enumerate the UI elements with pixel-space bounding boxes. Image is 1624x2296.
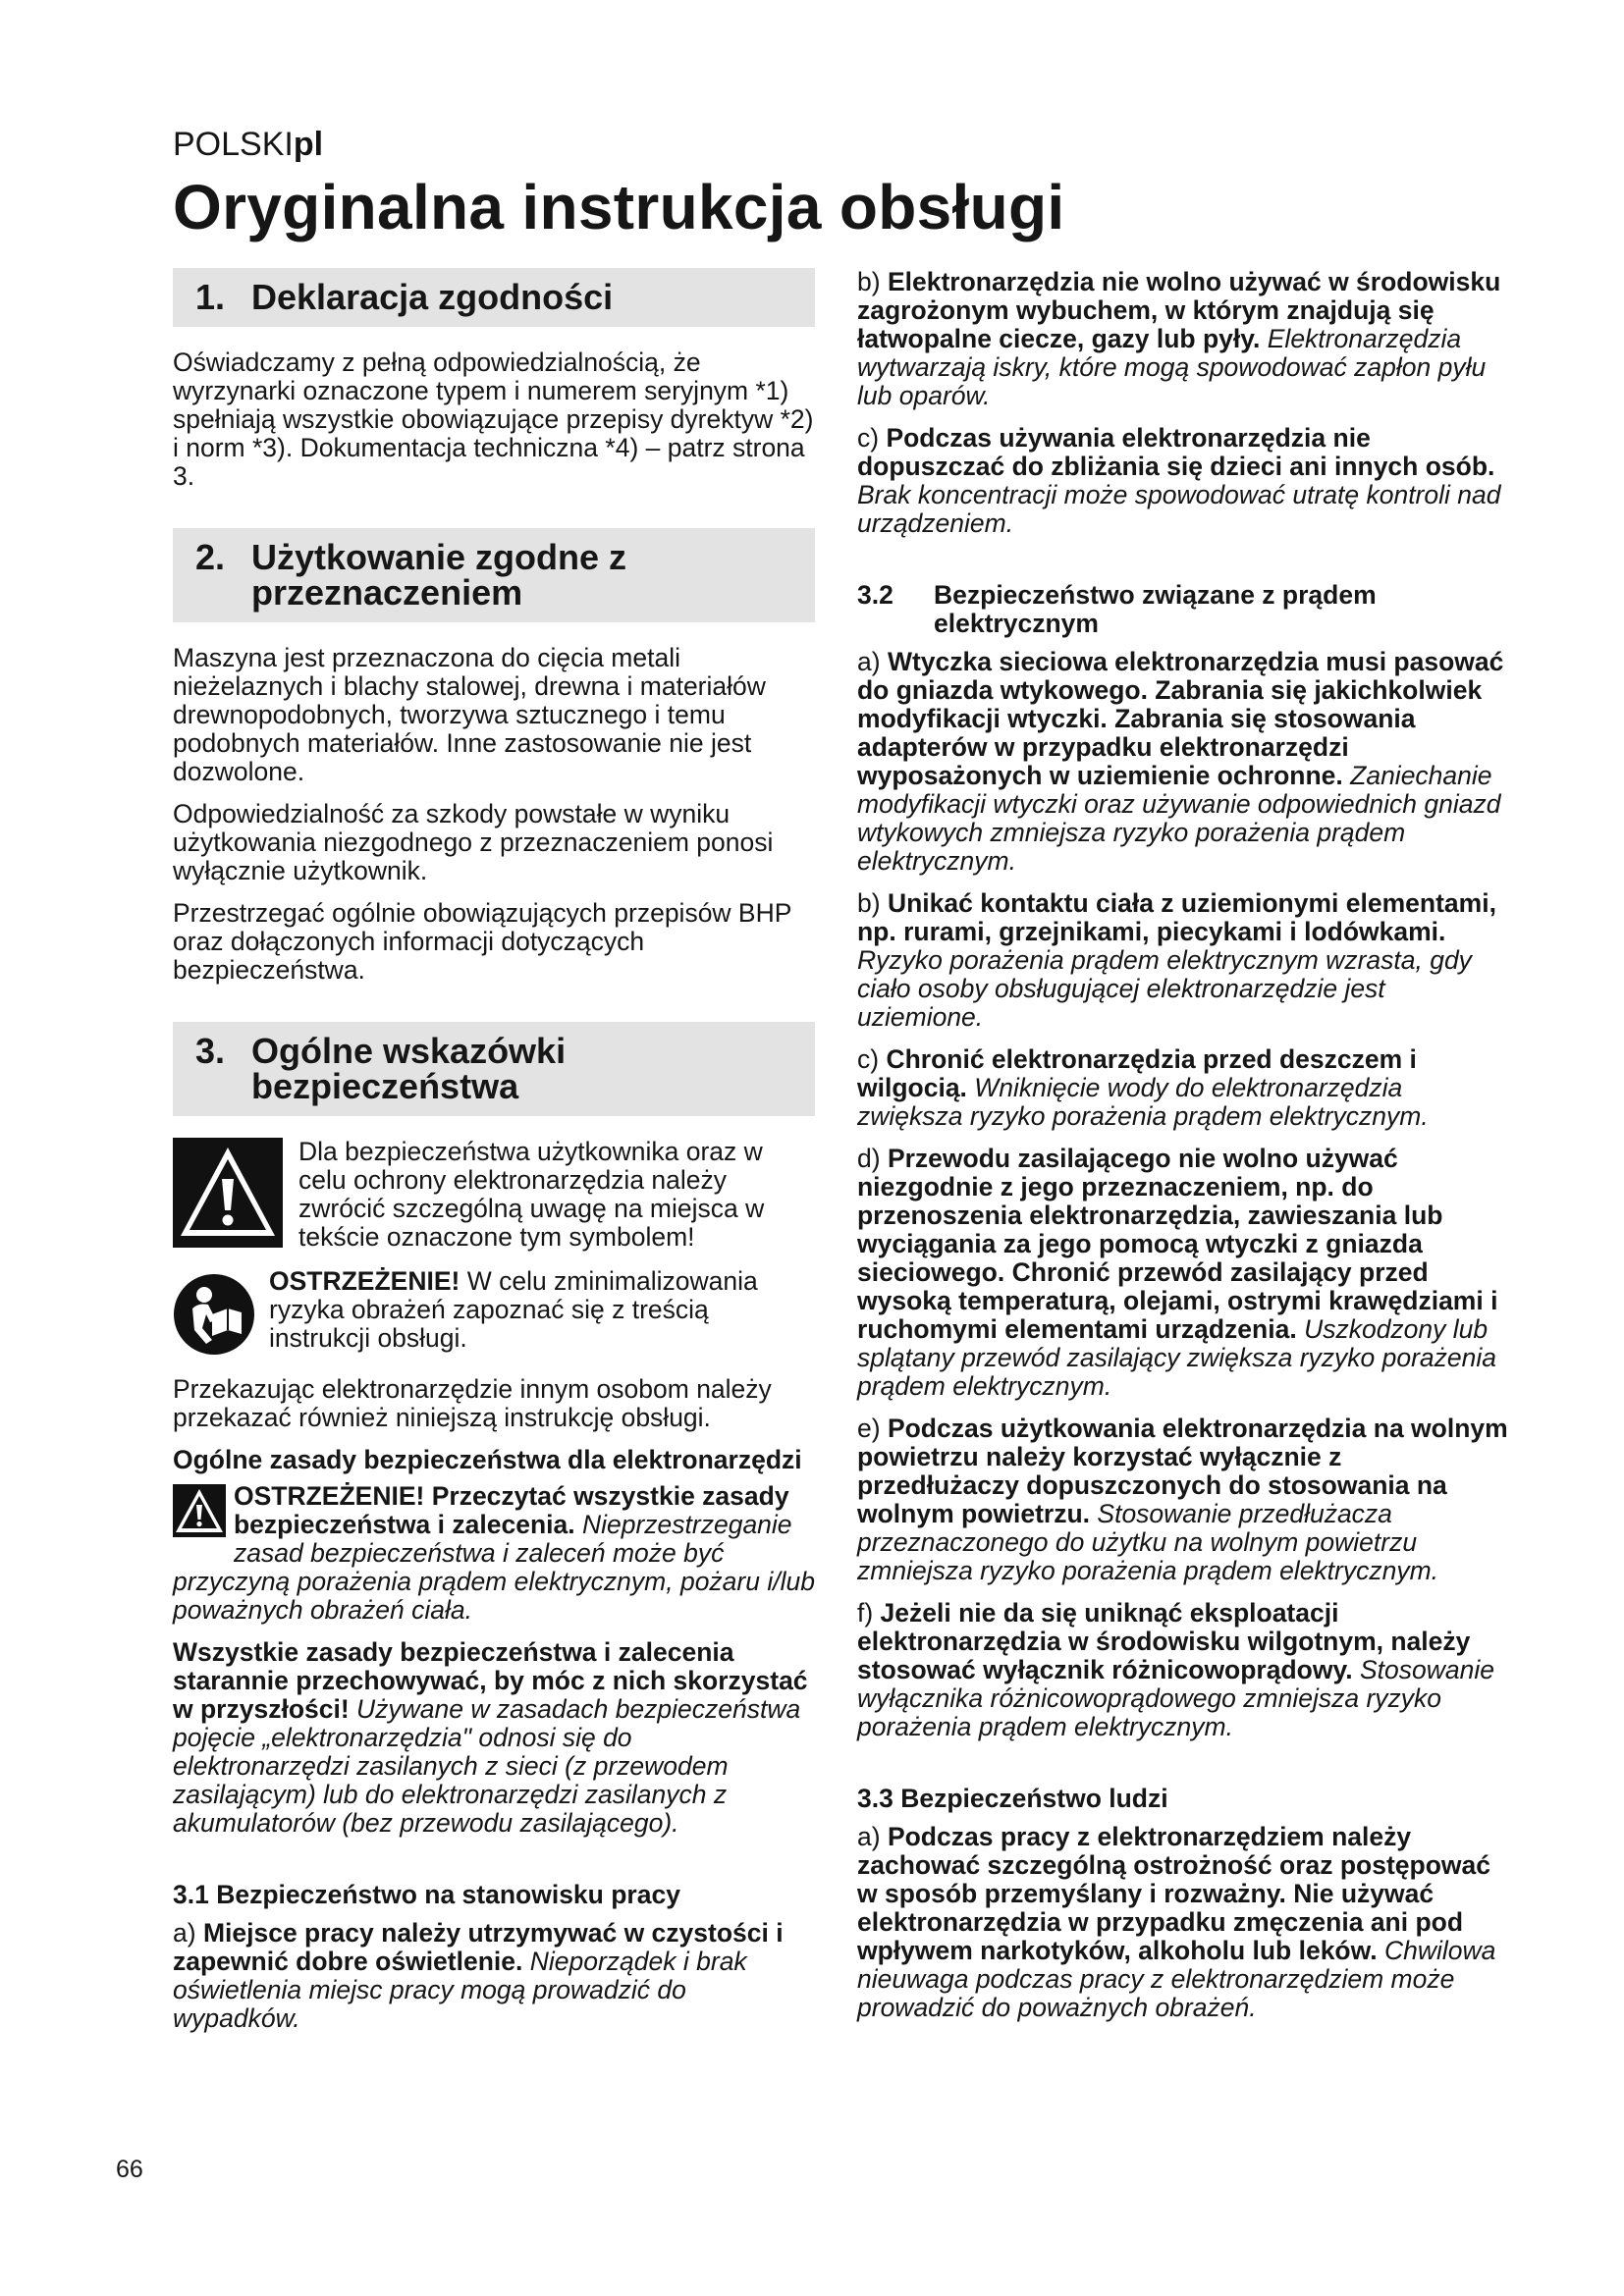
section-1-number: 1. <box>195 277 226 317</box>
s31-c-italic: Brak koncentracji może spowodować utratę kontroli nad urządzeniem. <box>857 480 1501 538</box>
s32-b-italic: Ryzyko porażenia prądem elektrycznym wzrasta, gdy ciało osoby obsługującej elektronarzędzie jest uziemione. <box>857 945 1472 1032</box>
s32-item-d <box>857 1145 1510 1401</box>
s32-b-bold: Unikać kontaktu ciała z uziemionymi elementami, np. rurami, grzejnikami, piecykami i lodówkami. <box>857 888 1496 946</box>
warning-triangle-icon <box>173 1138 283 1254</box>
s32-c-italic: Wniknięcie wody do elektronarzędzia zwiększa ryzyko porażenia prądem elektrycznym. <box>857 1073 1429 1131</box>
section-3-heading <box>173 1022 815 1116</box>
section-1-heading <box>173 268 815 327</box>
s32-c-bold: Chronić elektronarzędzia przed deszczem i wilgocią. <box>857 1044 1417 1102</box>
left-column <box>173 268 815 2047</box>
section-3-2-number: 3.2 <box>857 580 893 610</box>
section-2-title: Użytkowanie zgodne z przeznaczeniem <box>251 537 627 613</box>
section-3-2-title: Bezpieczeństwo związane z prądem elektrycznym <box>934 580 1377 638</box>
s32-item-c <box>857 1045 1510 1131</box>
symbol-explanation <box>173 1138 815 1254</box>
s32-d-italic: Uszkodzony lub splątany przewód zasilający zwiększa ryzyko porażenia prądem elektrycznym. <box>857 1314 1497 1401</box>
page-title: Oryginalna instrukcja obsługi <box>173 172 1065 242</box>
section-3-3-title: 3.3 Bezpieczeństwo ludzi <box>857 1784 1168 1813</box>
s32-item-a <box>857 648 1510 876</box>
page-number: 66 <box>116 2156 143 2183</box>
language-code: pl <box>293 126 324 163</box>
s32-f-label: f) <box>857 1598 874 1628</box>
s32-f-bold: Jeżeli nie da się uniknąć eksploatacji elektronarzędzia w środowisku wilgotnym, należy stosować wyłącznik różnicowoprądowy. <box>857 1598 1471 1684</box>
safety-regulations-text: Przestrzegać ogólnie obowiązujących przepisów BHP oraz dołączonych informacji dotyczących bezpieczeństwa. <box>173 898 791 985</box>
s32-item-f <box>857 1599 1510 1741</box>
language-label <box>173 126 323 164</box>
s33-a-bold: Podczas pracy z elektronarzędziem należy zachować szczególną ostrożność oraz postępować w sposób przemyślany i rozważny. Nie używać elektronarzędzia w przypadku zmęczenia ani pod wpływem narkotyków, alkoholu lub leków. <box>857 1822 1490 1965</box>
s32-a-label: a) <box>857 647 881 676</box>
keep-instructions-bold: Wszystkie zasady bezpieczeństwa i zalecenia starannie przechowywać, by móc z nich skorzystać w przyszłości! <box>173 1637 808 1724</box>
s32-a-italic: Zaniechanie modyfikacji wtyczki oraz używanie odpowiednich gniazd wtykowych zmniejsza ryzyko porażenia prądem elektrycznym. <box>857 761 1501 876</box>
s32-item-e <box>857 1415 1510 1585</box>
s31-b-label: b) <box>857 267 881 296</box>
keep-instructions-italic: Używane w zasadach bezpieczeństwa pojęcie „elektronarzędzia" odnosi się do elektronarzędzi zasilanych z sieci (z przewodem zasilającym) lub do elektronarzędzi zasilanych z akumulatorów (bez przewodu zasilającego). <box>173 1694 801 1838</box>
warning-triangle-small-icon <box>173 1484 226 1543</box>
keep-instructions <box>173 1638 815 1838</box>
s32-e-italic: Stosowanie przedłużacza przeznaczonego do użytku na wolnym powietrzu zmniejsza ryzyko porażenia prądem elektrycznym. <box>857 1499 1439 1585</box>
s31-a-bold: Miejsce pracy należy utrzymywać w czystości i zapewnić dobre oświetlenie. <box>173 1918 784 1976</box>
section-2-heading <box>173 528 815 622</box>
declaration-text: Oświadczamy z pełną odpowiedzialnością, że wyrzynarki oznaczone typem i numerem seryjnym *1) spełniają wszystkie obowiązujące przepisy dyrektyw *2) i norm *3). Dokumentacja techniczna *4) – patrz strona 3. <box>173 347 814 491</box>
language-name: POLSKI <box>173 126 294 163</box>
handover-text: Przekazując elektronarzędzie innym osobom należy przekazać również niniejszą instrukcję obsługi. <box>173 1374 772 1432</box>
s32-item-b <box>857 889 1510 1032</box>
s33-a-italic: Chwilowa nieuwaga podczas pracy z elektronarzędziem może prowadzić do poważnych obrażeń. <box>857 1936 1496 2022</box>
manual-warning-text: W celu zminimalizowania ryzyka obrażeń zapoznać się z treścią instrukcji obsługi. <box>269 1266 758 1353</box>
read-manual-icon <box>173 1273 255 1362</box>
s31-item-b <box>857 268 1510 410</box>
liability-text: Odpowiedzialność za szkody powstałe w wyniku użytkowania niezgodnego z przeznaczeniem ponosi wyłącznie użytkownik. <box>173 799 774 885</box>
section-1-title: Deklaracja zgodności <box>251 277 614 317</box>
read-all-warning-italic: Nieprzestrzeganie zasad bezpieczeństwa i zaleceń może być przyczyną porażenia prądem elektrycznym, pożaru i/lub poważnych obrażeń ciała. <box>173 1510 815 1625</box>
s32-d-label: d) <box>857 1144 881 1173</box>
s33-a-label: a) <box>857 1822 881 1851</box>
s32-e-bold: Podczas użytkowania elektronarzędzia na wolnym powietrzu należy korzystać wyłącznie z przedłużaczy dopuszczonych do stosowania na wolnym powietrzu. <box>857 1414 1508 1528</box>
s31-item-c <box>857 424 1510 538</box>
read-manual-warning <box>173 1267 815 1362</box>
s32-d-bold: Przewodu zasilającego nie wolno używać niezgodnie z jego przeznaczeniem, np. do przenoszenia elektronarzędzia, zawieszania lub wyciągania za jego pomocą wtyczki z gniazda sieciowego. Chronić przewód zasilający przed wysoką temperaturą, olejami, ostrymi krawędziami i ruchomymi elementami urządzenia. <box>857 1144 1498 1344</box>
s32-c-label: c) <box>857 1044 880 1074</box>
s33-item-a <box>857 1823 1510 2022</box>
s32-a-bold: Wtyczka sieciowa elektronarzędzia musi pasować do gniazda wtykowego. Zabrania się jakichkolwiek modyfikacji wtyczki. Zabrania się stosowania adapterów w przypadku elektronarzędzi wyposażonych w uziemienie ochronne. <box>857 647 1504 790</box>
s31-a-label: a) <box>173 1918 196 1948</box>
s32-b-label: b) <box>857 888 881 918</box>
section-3-1-title: 3.1 Bezpieczeństwo na stanowisku pracy <box>173 1880 680 1909</box>
s31-b-italic: Elektronarzędzia wytwarzają iskry, które mogą spowodować zapłon pyłu lub oparów. <box>857 324 1487 410</box>
general-rules-title: Ogólne zasady bezpieczeństwa dla elektronarzędzi <box>173 1445 802 1474</box>
s31-c-label: c) <box>857 423 880 453</box>
s32-e-label: e) <box>857 1414 881 1443</box>
s32-f-italic: Stosowanie wyłącznika różnicowoprądowego zmniejsza ryzyko porażenia prądem elektrycznym. <box>857 1655 1494 1741</box>
s31-c-bold: Podczas używania elektronarzędzia nie dopuszczać do zbliżania się dzieci ani innych osób. <box>857 423 1495 481</box>
section-3-2-heading <box>857 581 1510 638</box>
intended-use-text: Maszyna jest przeznaczona do cięcia metali nieżelaznych i blachy stalowej, drewna i materiałów drewnopodobnych, tworzywa sztucznego i temu podobnych materiałów. Inne zastosowanie nie jest dozwolone. <box>173 643 766 786</box>
symbol-explanation-text: Dla bezpieczeństwa użytkownika oraz w celu ochrony elektronarzędzia należy zwrócić szczególną uwagę na miejsca w tekście oznaczone tym symbolem! <box>298 1137 765 1252</box>
s31-item-a <box>173 1919 815 2033</box>
read-all-warning <box>173 1482 815 1625</box>
read-all-warning-bold: OSTRZEŻENIE! Przeczytać wszystkie zasady bezpieczeństwa i zalecenia. <box>234 1481 789 1539</box>
manual-warning-label: OSTRZEŻENIE! <box>269 1266 460 1296</box>
right-column <box>857 268 1510 2036</box>
s31-b-bold: Elektronarzędzia nie wolno używać w środowisku zagrożonym wybuchem, w którym znajdują się łatwopalne ciecze, gazy lub pyły. <box>857 267 1501 353</box>
section-3-number: 3. <box>195 1031 226 1071</box>
section-3-title: Ogólne wskazówki bezpieczeństwa <box>251 1031 567 1106</box>
s31-a-italic: Nieporządek i brak oświetlenia miejsc pracy mogą prowadzić do wypadków. <box>173 1947 747 2033</box>
section-2-number: 2. <box>195 537 226 577</box>
